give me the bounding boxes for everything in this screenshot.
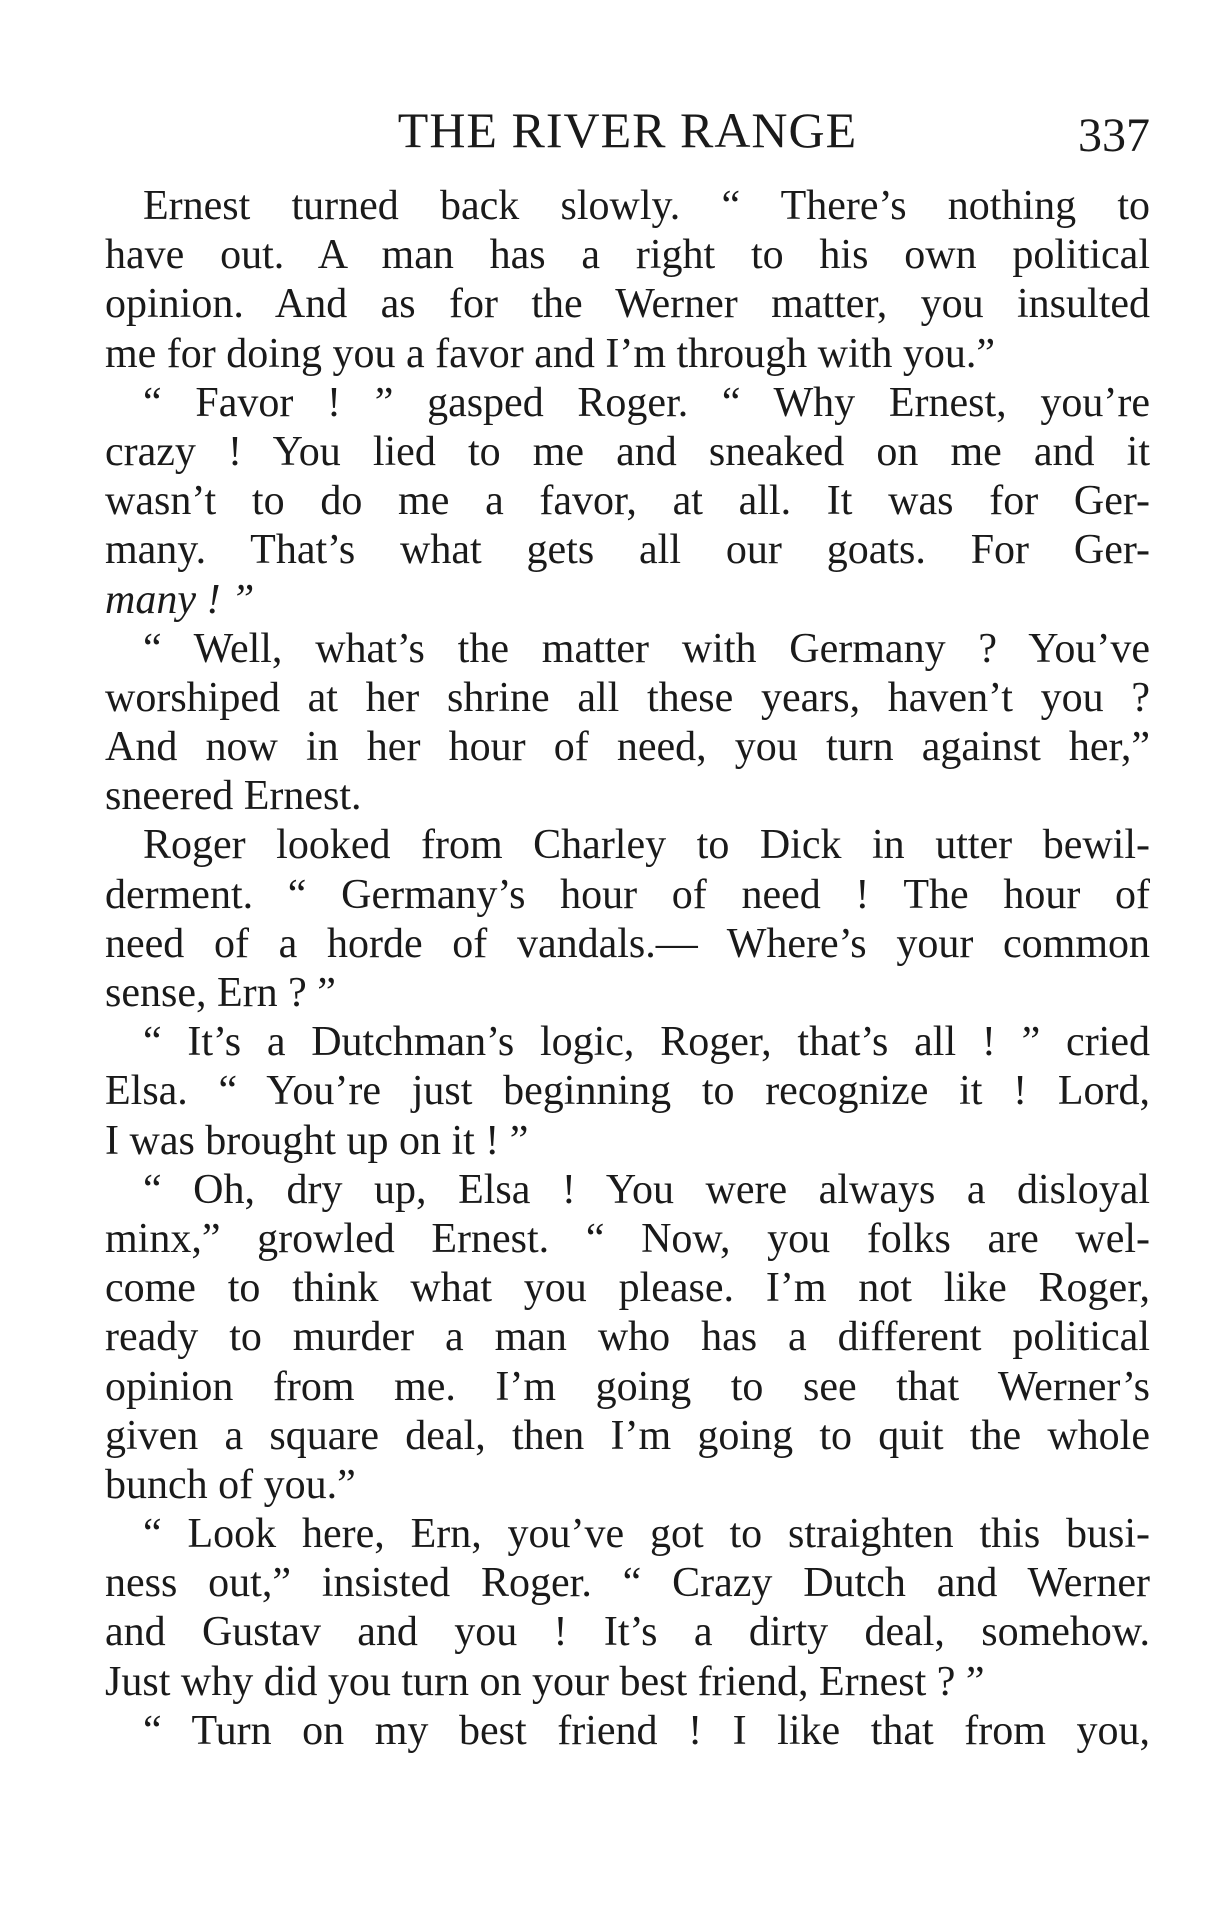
text-line: Roger looked from Charley to Dick in utter bewil- (143, 822, 1150, 869)
text-line: me for doing you a favor and I’m through with you.” (105, 330, 995, 377)
text-line: “ Look here, Ern, you’ve got to straighten this busi- (143, 1511, 1150, 1558)
text-line: “ Oh, dry up, Elsa ! You were always a disloyal (143, 1166, 1150, 1213)
text-line-italic (105, 576, 1150, 625)
text-line: “ Well, what’s the matter with Germany ? You’ve (143, 625, 1150, 672)
text-line: Ernest turned back slowly. “ There’s nothing to (143, 183, 1150, 229)
text-line: have out. A man has a right to his own political (105, 232, 1150, 279)
page-number: 337 (1078, 109, 1150, 162)
text-line: come to think what you please. I’m not like Roger, (105, 1265, 1150, 1312)
text-line: opinion from me. I’m going to see that Werner’s (105, 1363, 1150, 1410)
body-text (105, 182, 1150, 1756)
text-line: Elsa. “ You’re just beginning to recognize it ! Lord, (105, 1068, 1150, 1115)
text-line: worshiped at her shrine all these years, haven’t you ? (105, 674, 1150, 721)
page-header (105, 100, 1150, 170)
text-line: wasn’t to do me a favor, at all. It was for Ger- (105, 478, 1150, 525)
text-line: sneered Ernest. (105, 773, 362, 820)
text-line: “ Turn on my best friend ! I like that from you, (143, 1707, 1150, 1754)
text-line: crazy ! You lied to me and sneaked on me and it (105, 428, 1150, 475)
text-line: need of a horde of vandals.— Where’s your common (105, 920, 1150, 967)
text-line: and Gustav and you ! It’s a dirty deal, somehow. (105, 1609, 1150, 1656)
text-line: minx,” growled Ernest. “ Now, you folks are wel- (105, 1215, 1150, 1262)
text-line: And now in her hour of need, you turn against her,” (105, 724, 1150, 771)
text-line: “ It’s a Dutchman’s logic, Roger, that’s all ! ” cried (143, 1019, 1150, 1066)
book-page (105, 100, 1150, 1756)
running-title: THE RIVER RANGE (397, 102, 858, 158)
text-line: Just why did you turn on your best friend, Ernest ? ” (105, 1658, 985, 1705)
italic-text: many ! ” (105, 576, 255, 623)
text-line: sense, Ern ? ” (105, 970, 336, 1016)
text-line: many. That’s what gets all our goats. For Ger- (105, 527, 1150, 574)
text-line: derment. “ Germany’s hour of need ! The hour of (105, 871, 1150, 918)
text-line: ready to murder a man who has a different political (105, 1314, 1150, 1361)
text-line: I was brought up on it ! ” (105, 1117, 529, 1164)
text-line: bunch of you.” (105, 1461, 356, 1508)
text-line: given a square deal, then I’m going to quit the whole (105, 1412, 1150, 1459)
text-line: opinion. And as for the Werner matter, you insulted (105, 281, 1150, 328)
text-line: ness out,” insisted Roger. “ Crazy Dutch and Werner (105, 1560, 1150, 1607)
text-line: “ Favor ! ” gasped Roger. “ Why Ernest, you’re (143, 379, 1150, 426)
